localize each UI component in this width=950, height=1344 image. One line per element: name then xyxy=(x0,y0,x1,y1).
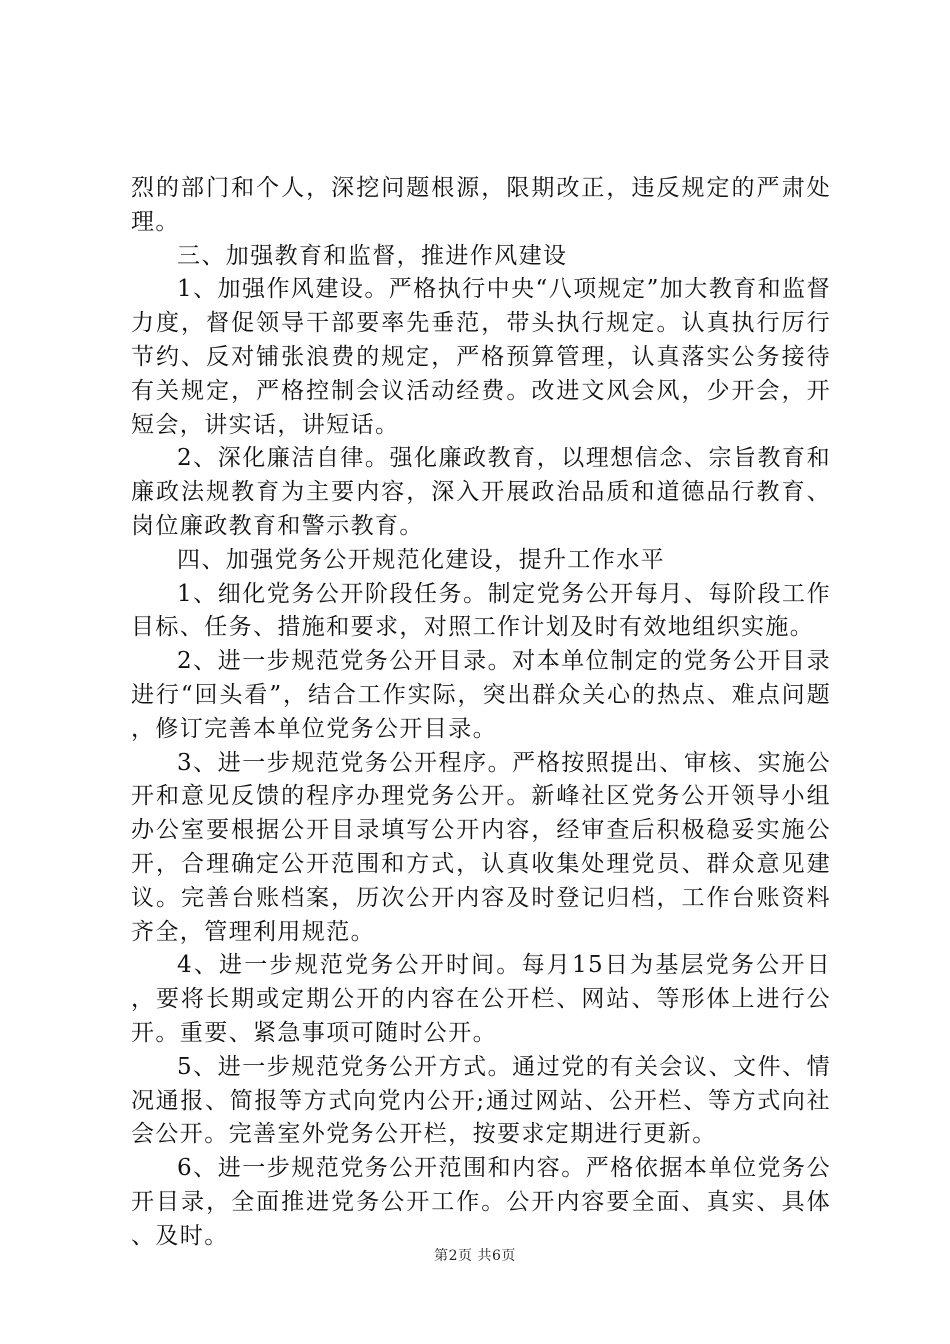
paragraph-4-6: 6、进一步规范党务公开范围和内容。严格依据本单位党务公开目录，全面推进党务公开工作。公开内容要全面、真实、具体、及时。 xyxy=(131,1155,831,1249)
paragraph-4-1: 1、细化党务公开阶段任务。制定党务公开每月、每阶段工作目标、任务、措施和要求，对照工作计划及时有效地组织实施。 xyxy=(131,580,831,641)
page-number: 第2页 共6页 xyxy=(434,1248,516,1264)
document-body xyxy=(131,172,831,1254)
paragraph-4-4: 4、进一步规范党务公开时间。每月15日为基层党务公开日，要将长期或定期公开的内容在公开栏、网站、等形体上进行公开。重要、紧急事项可随时公开。 xyxy=(131,952,831,1046)
paragraph-4-2: 2、进一步规范党务公开目录。对本单位制定的党务公开目录进行“回头看”，结合工作实际，突出群众关心的热点、难点问题，修订完善本单位党务公开目录。 xyxy=(131,648,831,742)
page-footer xyxy=(0,1245,950,1265)
paragraph-4-5: 5、进一步规范党务公开方式。通过党的有关会议、文件、情况通报、简报等方式向党内公开;通过网站、公开栏、等方式向社会公开。完善室外党务公开栏，按要求定期进行更新。 xyxy=(131,1053,831,1148)
section-heading-3: 三、加强教育和监督，推进作风建设 xyxy=(177,242,568,269)
paragraph-3-1: 1、加强作风建设。严格执行中央“八项规定”加大教育和监督力度，督促领导干部要率先垂范，带头执行规定。认真执行厉行节约、反对铺张浪费的规定，严格预算管理，认真落实公务接待有关规定，严格控制会议活动经费。改进文风会风，少开会，开短会，讲实话，讲短话。 xyxy=(131,276,831,438)
paragraph-4-3: 3、进一步规范党务公开程序。严格按照提出、审核、实施公开和意见反馈的程序办理党务公开。新峰社区党务公开领导小组办公室要根据公开目录填写公开内容，经审查后积极稳妥实施公开，合理确定公开范围和方式，认真收集处理党员、群众意见建议。完善台账档案，历次公开内容及时登记归档，工作台账资料齐全，管理利用规范。 xyxy=(131,749,831,945)
section-heading-4: 四、加强党务公开规范化建设，提升工作水平 xyxy=(177,546,665,573)
paragraph-continuation: 烈的部门和个人，深挖问题根源，限期改正，违反规定的严肃处理。 xyxy=(131,175,831,235)
paragraph-3-2: 2、深化廉洁自律。强化廉政教育，以理想信念、宗旨教育和廉政法规教育为主要内容，深入开展政治品质和道德品行教育、岗位廉政教育和警示教育。 xyxy=(131,445,831,539)
